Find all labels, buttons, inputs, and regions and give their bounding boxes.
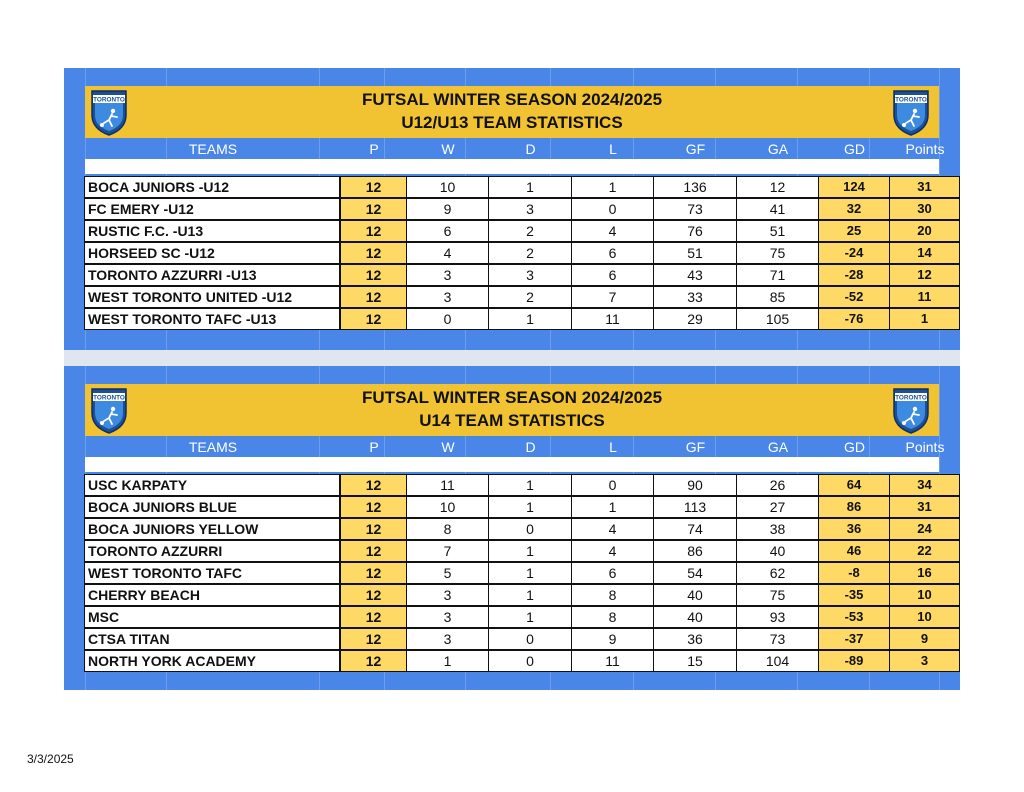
stat-cell-gd: -8 xyxy=(818,562,890,584)
team-name-cell: BOCA JUNIORS YELLOW xyxy=(84,518,340,540)
stat-cell-d: 2 xyxy=(488,286,572,308)
stat-cell-ga: 75 xyxy=(736,584,819,606)
stat-cell-gd: 32 xyxy=(818,198,890,220)
stat-cell-l: 8 xyxy=(571,606,654,628)
table-row xyxy=(85,584,939,606)
stat-cell-l: 11 xyxy=(571,308,654,330)
stat-cell-l: 6 xyxy=(571,562,654,584)
stat-cell-p: 12 xyxy=(340,176,407,198)
print-date: 3/3/2025 xyxy=(27,752,74,766)
stat-cell-d: 1 xyxy=(488,496,572,518)
stat-cell-l: 4 xyxy=(571,518,654,540)
toronto-crest-icon xyxy=(89,385,129,435)
stat-cell-p: 12 xyxy=(340,220,407,242)
table-row xyxy=(85,562,939,584)
stat-cell-ga: 85 xyxy=(736,286,819,308)
stat-cell-points: 12 xyxy=(889,264,960,286)
stat-cell-d: 1 xyxy=(488,308,572,330)
stat-cell-gd: -76 xyxy=(818,308,890,330)
svg-text:TORONTO: TORONTO xyxy=(93,394,125,402)
stat-cell-ga: 104 xyxy=(736,650,819,672)
section-banner xyxy=(85,384,939,436)
table-row xyxy=(85,540,939,562)
column-header-row xyxy=(85,437,945,457)
stat-cell-w: 9 xyxy=(406,198,489,220)
stat-cell-d: 2 xyxy=(488,242,572,264)
column-header: L xyxy=(609,439,617,455)
table-row xyxy=(85,220,939,242)
team-name-cell: WEST TORONTO TAFC xyxy=(84,562,340,584)
stat-cell-gd: -53 xyxy=(818,606,890,628)
column-header: GF xyxy=(685,439,706,455)
stat-cell-gd: 124 xyxy=(818,176,890,198)
stat-cell-w: 4 xyxy=(406,242,489,264)
stat-cell-d: 0 xyxy=(488,518,572,540)
stat-cell-p: 12 xyxy=(340,474,407,496)
stat-cell-w: 1 xyxy=(406,650,489,672)
column-header: GF xyxy=(685,141,706,157)
column-header-row xyxy=(85,139,945,159)
stat-cell-points: 11 xyxy=(889,286,960,308)
stat-cell-w: 0 xyxy=(406,308,489,330)
stat-cell-gf: 90 xyxy=(653,474,737,496)
svg-text:TORONTO: TORONTO xyxy=(895,96,927,104)
stat-cell-points: 3 xyxy=(889,650,960,672)
stat-cell-ga: 93 xyxy=(736,606,819,628)
team-name-cell: BOCA JUNIORS BLUE xyxy=(84,496,340,518)
team-name-cell: BOCA JUNIORS -U12 xyxy=(84,176,340,198)
stat-cell-gf: 86 xyxy=(653,540,737,562)
stat-cell-d: 3 xyxy=(488,198,572,220)
standings-sheet-u12-u13 xyxy=(64,68,960,350)
stat-cell-d: 1 xyxy=(488,562,572,584)
stat-cell-gd: 46 xyxy=(818,540,890,562)
column-header: GA xyxy=(767,141,789,157)
stat-cell-d: 1 xyxy=(488,176,572,198)
stat-cell-gf: 73 xyxy=(653,198,737,220)
stat-cell-p: 12 xyxy=(340,606,407,628)
team-name-cell: MSC xyxy=(84,606,340,628)
stat-cell-points: 10 xyxy=(889,606,960,628)
table-row xyxy=(85,286,939,308)
stat-cell-ga: 73 xyxy=(736,628,819,650)
stat-cell-points: 34 xyxy=(889,474,960,496)
table-row xyxy=(85,650,939,672)
toronto-crest-icon xyxy=(891,87,931,137)
stat-cell-p: 12 xyxy=(340,562,407,584)
stat-cell-l: 6 xyxy=(571,242,654,264)
stat-cell-gd: -35 xyxy=(818,584,890,606)
team-name-cell: NORTH YORK ACADEMY xyxy=(84,650,340,672)
stat-cell-p: 12 xyxy=(340,264,407,286)
stat-cell-d: 0 xyxy=(488,628,572,650)
spacer-row xyxy=(85,457,939,472)
table-row xyxy=(85,474,939,496)
table-row xyxy=(85,518,939,540)
stat-cell-gf: 136 xyxy=(653,176,737,198)
stat-cell-l: 4 xyxy=(571,540,654,562)
stat-cell-gf: 33 xyxy=(653,286,737,308)
stat-cell-l: 7 xyxy=(571,286,654,308)
stat-cell-p: 12 xyxy=(340,242,407,264)
toronto-crest-icon xyxy=(891,385,931,435)
stat-cell-d: 3 xyxy=(488,264,572,286)
column-header: GD xyxy=(844,141,865,157)
stat-cell-p: 12 xyxy=(340,540,407,562)
table-row xyxy=(85,606,939,628)
column-header: GA xyxy=(767,439,789,455)
stat-cell-points: 24 xyxy=(889,518,960,540)
stat-cell-gf: 29 xyxy=(653,308,737,330)
column-header: L xyxy=(609,141,617,157)
stat-cell-gf: 40 xyxy=(653,584,737,606)
column-header: P xyxy=(369,141,379,157)
team-name-cell: CHERRY BEACH xyxy=(84,584,340,606)
section-subtitle: U12/U13 TEAM STATISTICS xyxy=(401,113,623,132)
stat-cell-p: 12 xyxy=(340,286,407,308)
stat-cell-gd: -28 xyxy=(818,264,890,286)
stat-cell-gf: 74 xyxy=(653,518,737,540)
stat-cell-d: 0 xyxy=(488,650,572,672)
stat-cell-ga: 41 xyxy=(736,198,819,220)
stat-cell-w: 7 xyxy=(406,540,489,562)
stat-cell-w: 8 xyxy=(406,518,489,540)
stat-cell-gf: 54 xyxy=(653,562,737,584)
team-name-cell: TORONTO AZZURRI xyxy=(84,540,340,562)
stat-cell-p: 12 xyxy=(340,584,407,606)
table-row xyxy=(85,308,939,330)
stat-cell-gd: -52 xyxy=(818,286,890,308)
stat-cell-l: 0 xyxy=(571,474,654,496)
stat-cell-ga: 38 xyxy=(736,518,819,540)
team-name-cell: WEST TORONTO UNITED -U12 xyxy=(84,286,340,308)
stat-cell-points: 20 xyxy=(889,220,960,242)
table-row xyxy=(85,264,939,286)
sheet-gap xyxy=(64,350,960,366)
column-header: W xyxy=(441,141,455,157)
stat-cell-ga: 71 xyxy=(736,264,819,286)
stat-cell-ga: 26 xyxy=(736,474,819,496)
stat-cell-gd: 64 xyxy=(818,474,890,496)
standings-sheet-u14 xyxy=(64,366,960,690)
table-row xyxy=(85,198,939,220)
section-banner xyxy=(85,86,939,138)
stat-cell-ga: 51 xyxy=(736,220,819,242)
stat-cell-w: 6 xyxy=(406,220,489,242)
stat-cell-ga: 27 xyxy=(736,496,819,518)
stat-cell-w: 10 xyxy=(406,496,489,518)
stat-cell-gf: 36 xyxy=(653,628,737,650)
team-name-cell: RUSTIC F.C. -U13 xyxy=(84,220,340,242)
column-header: GD xyxy=(844,439,865,455)
spacer-row xyxy=(85,159,939,174)
column-header: P xyxy=(369,439,379,455)
team-name-cell: USC KARPATY xyxy=(84,474,340,496)
section-title: FUTSAL WINTER SEASON 2024/2025 xyxy=(361,90,663,109)
stat-cell-gf: 43 xyxy=(653,264,737,286)
column-header: W xyxy=(441,439,455,455)
stat-cell-points: 16 xyxy=(889,562,960,584)
table-row xyxy=(85,628,939,650)
column-header: Points xyxy=(905,439,945,455)
stat-cell-ga: 12 xyxy=(736,176,819,198)
stat-cell-gd: -89 xyxy=(818,650,890,672)
column-header: D xyxy=(525,141,536,157)
stat-cell-points: 31 xyxy=(889,496,960,518)
stat-cell-l: 11 xyxy=(571,650,654,672)
stat-cell-w: 3 xyxy=(406,606,489,628)
stat-cell-p: 12 xyxy=(340,496,407,518)
stat-cell-w: 11 xyxy=(406,474,489,496)
stat-cell-gf: 113 xyxy=(653,496,737,518)
stat-cell-w: 5 xyxy=(406,562,489,584)
stat-cell-ga: 40 xyxy=(736,540,819,562)
stat-cell-gd: 86 xyxy=(818,496,890,518)
stat-cell-d: 1 xyxy=(488,474,572,496)
stat-cell-l: 4 xyxy=(571,220,654,242)
team-name-cell: WEST TORONTO TAFC -U13 xyxy=(84,308,340,330)
stat-cell-gd: -37 xyxy=(818,628,890,650)
stat-cell-gf: 40 xyxy=(653,606,737,628)
svg-text:TORONTO: TORONTO xyxy=(93,96,125,104)
team-name-cell: CTSA TITAN xyxy=(84,628,340,650)
stat-cell-points: 14 xyxy=(889,242,960,264)
stat-cell-gd: -24 xyxy=(818,242,890,264)
stat-cell-w: 3 xyxy=(406,286,489,308)
stat-cell-points: 1 xyxy=(889,308,960,330)
section-subtitle: U14 TEAM STATISTICS xyxy=(419,411,605,430)
stat-cell-d: 1 xyxy=(488,540,572,562)
stat-cell-l: 0 xyxy=(571,198,654,220)
section-title: FUTSAL WINTER SEASON 2024/2025 xyxy=(361,388,663,407)
stat-cell-points: 9 xyxy=(889,628,960,650)
stat-cell-l: 1 xyxy=(571,176,654,198)
stat-cell-gd: 36 xyxy=(818,518,890,540)
stat-cell-gf: 15 xyxy=(653,650,737,672)
table-row xyxy=(85,176,939,198)
column-header: Points xyxy=(905,141,945,157)
stat-cell-points: 30 xyxy=(889,198,960,220)
stat-cell-ga: 75 xyxy=(736,242,819,264)
table-row xyxy=(85,496,939,518)
stat-cell-p: 12 xyxy=(340,628,407,650)
stat-cell-l: 8 xyxy=(571,584,654,606)
team-name-cell: FC EMERY -U12 xyxy=(84,198,340,220)
stat-cell-d: 1 xyxy=(488,584,572,606)
stat-cell-l: 9 xyxy=(571,628,654,650)
stat-cell-w: 3 xyxy=(406,628,489,650)
table-row xyxy=(85,242,939,264)
stat-cell-w: 3 xyxy=(406,264,489,286)
stat-cell-d: 2 xyxy=(488,220,572,242)
svg-text:TORONTO: TORONTO xyxy=(895,394,927,402)
stat-cell-p: 12 xyxy=(340,650,407,672)
stat-cell-w: 3 xyxy=(406,584,489,606)
team-name-cell: TORONTO AZZURRI -U13 xyxy=(84,264,340,286)
stat-cell-p: 12 xyxy=(340,308,407,330)
stat-cell-points: 10 xyxy=(889,584,960,606)
stat-cell-p: 12 xyxy=(340,518,407,540)
column-header: TEAMS xyxy=(188,141,238,157)
stat-cell-w: 10 xyxy=(406,176,489,198)
stat-cell-gf: 76 xyxy=(653,220,737,242)
stat-cell-d: 1 xyxy=(488,606,572,628)
stat-cell-l: 1 xyxy=(571,496,654,518)
stat-cell-points: 31 xyxy=(889,176,960,198)
stat-cell-l: 6 xyxy=(571,264,654,286)
stat-cell-gd: 25 xyxy=(818,220,890,242)
stat-cell-points: 22 xyxy=(889,540,960,562)
toronto-crest-icon xyxy=(89,87,129,137)
team-name-cell: HORSEED SC -U12 xyxy=(84,242,340,264)
stat-cell-ga: 62 xyxy=(736,562,819,584)
column-header: D xyxy=(525,439,536,455)
stat-cell-gf: 51 xyxy=(653,242,737,264)
stat-cell-ga: 105 xyxy=(736,308,819,330)
column-header: TEAMS xyxy=(188,439,238,455)
stat-cell-p: 12 xyxy=(340,198,407,220)
